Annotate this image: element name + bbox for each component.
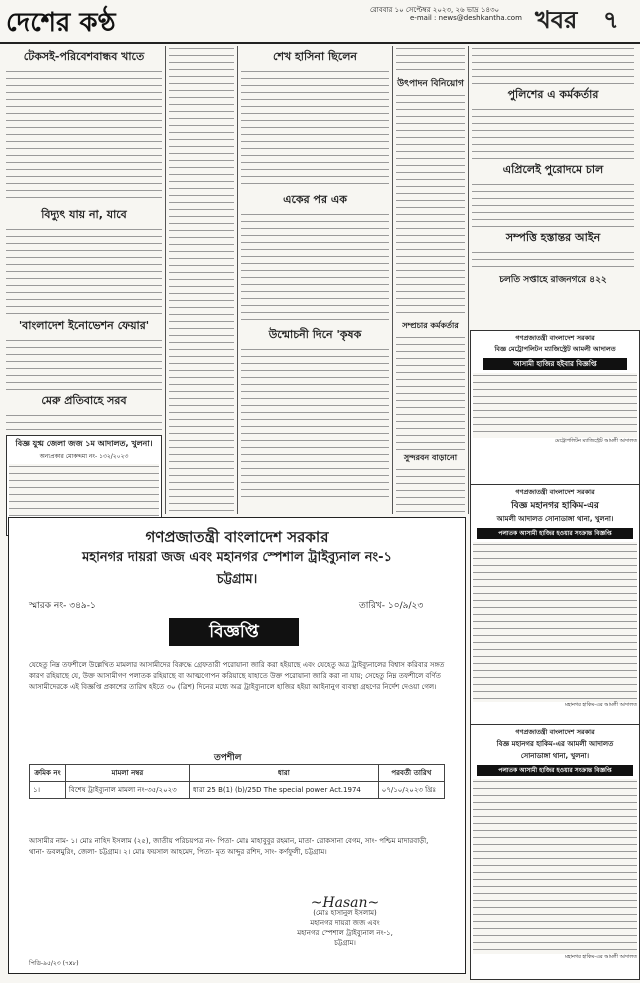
column-rule: [468, 46, 469, 514]
article-column-5: [472, 46, 634, 314]
issue-date: রোববার ১০ সেপ্টেম্বর ২০২৩, ২৬ ভাদ্র ১৪৩০: [370, 6, 500, 14]
ad-court-2: সোনাডাঙ্গা থানা, খুলনা।: [520, 752, 590, 760]
ad-body: [473, 542, 637, 702]
page-number: ৭: [603, 6, 619, 34]
article-column-1: [6, 46, 162, 514]
headline: মেরু প্রতিবাহে সরব: [41, 394, 127, 407]
article-body: [396, 467, 465, 512]
ad-sign: মেট্রোপলিটন ম্যাজিস্ট্রেট আমলী আদালত: [554, 438, 637, 444]
notice-memo: স্মারক নং- ৩৪৯-১: [29, 601, 96, 611]
table-cell: বিশেষ ট্রাইব্যুনাল মামলা নং-৩৫/২০২৩: [65, 782, 189, 799]
article-body: [472, 182, 634, 227]
table-header: ক্রমিক নং: [30, 765, 66, 782]
ad-gov: গণপ্রজাতন্ত্রী বাংলাদেশ সরকার: [515, 334, 595, 342]
table-header: পরবর্তী তারিখ: [378, 765, 444, 782]
table-cell: ১।: [30, 782, 66, 799]
column-rule: [165, 46, 166, 514]
table-header-row: [30, 765, 445, 782]
ad-court: বিজ্ঞ মেট্রোপলিটন ম্যাজিস্ট্রেট আমলী আদালত: [494, 345, 616, 353]
ad-gov: গণপ্রজাতন্ত্রী বাংলাদেশ সরকার: [515, 488, 595, 496]
table-header: ধারা: [189, 765, 378, 782]
ad-banner: আসামী হাজির হইবার বিজ্ঞপ্তি: [483, 358, 627, 370]
article-body: [6, 413, 162, 431]
headline: উৎপাদন বিনিয়োগ: [397, 79, 464, 89]
notice-gov: গণপ্রজাতন্ত্রী বাংলাদেশ সরকার: [145, 528, 329, 546]
section-title: খবর: [535, 6, 578, 34]
ad-body: [473, 779, 637, 954]
article-body: [241, 347, 389, 497]
signature-mark: ~Hasan~: [310, 895, 380, 911]
ad-body: [473, 373, 637, 438]
notice-court: মহানগর দায়রা জজ এবং মহানগর স্পেশাল ট্রাইব্যুনাল নং-১: [82, 550, 392, 565]
ad-banner: পলাতক আসামী হাজির হওয়ার সংক্রান্ত বিজ্ঞপ্তি: [477, 765, 633, 776]
article-body: [396, 93, 465, 318]
newspaper-logo: দেশের কণ্ঠ: [6, 8, 116, 38]
court-ad-3: [470, 724, 640, 980]
court-ad-1: [470, 330, 640, 486]
notice-schedule-title: তপশীল: [214, 753, 242, 763]
ad-sign: মহানগর হাকিম-এর আমলী আদালত: [565, 954, 637, 960]
column-rule: [392, 46, 393, 514]
ad-court: বিজ্ঞ মহানগর হাকিম-এর আমলী আদালত: [496, 740, 614, 748]
ad-court-2: আমলী আদালত সোনাডাঙ্গা থানা, খুলনা।: [496, 515, 614, 523]
article-body: [396, 335, 465, 450]
notice-table: [29, 764, 445, 799]
notice-footer: পিডি-৯৫/২৩ (৭x৮): [29, 960, 79, 967]
government-notice: [8, 517, 466, 974]
signer-title: মহানগর স্পেশাল ট্রাইব্যুনাল নং-১,: [297, 929, 393, 937]
headline: পুলিশের এ কর্মকর্তার: [507, 88, 599, 101]
article-body: [396, 46, 465, 74]
headline: 'বাংলাদেশ ইনোভেশন ফেয়ার': [18, 319, 150, 332]
table-header: মামলা নম্বর: [65, 765, 189, 782]
article-body: [472, 250, 634, 270]
headline: সম্প্রচার কর্মকর্তার: [402, 321, 459, 330]
signer-title: মহানগর দায়রা জজ এবং: [310, 919, 380, 927]
notice-body: যেহেতু নিম্ন তফশীলে উল্লেখিত মামলার আসামীদের বিরুদ্ধে গ্রেফতারী পরোয়ানা জারি করা হইয়াছে এবং যেহেতু অত্র ট্রাইব্যুনালের বিশ্বাস করিবার সঙ্গত কারণ রহিয়াছে যে, উক্ত আসামীগণ পলাতক রহিয়াছে বা আত্মগোপন করিয়াছে যাহাতে উক্ত পরোয়ানা জারি করা না যায়; সেহেতু নিম্ন তফশীলে বর্ণিত আসামীদেরকে এই বিজ্ঞপ্তি প্রকাশের তারিখ হইতে ৩০ (ত্রিশ) দিনের মধ্যে অত্র ট্রাইব্যুনালে হাজির হইয়া আইনানুগ ব্যবস্থা গ্রহণের নির্দেশ দেওয়া গেল।: [29, 661, 445, 691]
ad-case-number: অন্যপ্রকার মোকদ্দমা নং- ১৩২/২০২৩: [39, 453, 129, 460]
table-cell: ০৭/১০/২০২৩ খ্রিঃ: [378, 782, 444, 799]
headline: শেখ হাসিনা ছিলেন: [273, 50, 357, 63]
ad-banner: পলাতক আসামী হাজির হওয়ার সংক্রান্ত বিজ্ঞপ্তি: [477, 528, 633, 539]
article-column-3: [241, 46, 389, 514]
article-body: [472, 107, 634, 159]
article-body: [241, 69, 389, 189]
article-column-4: [396, 46, 465, 514]
ad-court: বিজ্ঞ মহানগর হাকিম-এর: [511, 501, 599, 511]
masthead: [0, 0, 640, 44]
ad-body: [9, 464, 159, 516]
headline: চলতি সপ্তাহে রাজনগরে ৪২২: [499, 275, 607, 285]
signer-name: (মোঃ হাসানুল ইসলাম): [313, 909, 377, 917]
ad-gov: গণপ্রজাতন্ত্রী বাংলাদেশ সরকার: [515, 728, 595, 736]
signer-title: চট্টগ্রাম।: [334, 939, 356, 947]
table-cell: ধারা 25 B(1) (b)/25D The special power Act.1974: [189, 782, 378, 799]
headline: সম্পত্তি হস্তান্তর আইন: [505, 231, 601, 244]
notice-accused: আসামীর নাম- ১। মোঃ নাহিদ ইসলাম (২৫), জাতীয় পরিচয়পত্র নং- পিতা- মোঃ মাহাবুবুর রহমান, মাতা- রোকসানা বেগম, সাং- পশ্চিম মাদারবাড়ী, থানা- ডবলমুরিং, জেলা- চট্টগ্রাম। ২। মোঃ ফয়সাল আহমেদ, পিতা- মৃত আব্দুর রশিদ, সাং- কর্ণফুলী, চট্টগ্রাম।: [29, 837, 429, 856]
notice-signature: [245, 895, 445, 948]
contact-email: e-mail : news@deshkantha.com: [410, 14, 522, 22]
notice-date: তারিখ- ১০/৯/২৩: [359, 601, 424, 611]
notice-city: চট্টগ্রাম।: [216, 572, 258, 587]
article-body: [6, 69, 162, 204]
headline: টেকসই-পরিবেশবান্ধব খাতে: [23, 50, 145, 63]
article-body: [6, 227, 162, 315]
court-ad-2: [470, 484, 640, 725]
headline: উন্মোচনী দিনে 'কৃষক: [268, 328, 362, 341]
article-body: [241, 212, 389, 324]
article-body: [6, 338, 162, 390]
table-row: [30, 782, 445, 799]
article-column-2: [169, 46, 234, 514]
headline: একের পর এক: [283, 193, 347, 206]
headline: সুন্দরবন বাড়ানো: [403, 453, 458, 462]
headline: এপ্রিলেই পুরোদমে চাল: [502, 163, 604, 176]
article-body: [472, 46, 634, 84]
column-rule: [237, 46, 238, 514]
notice-banner: বিজ্ঞপ্তি: [169, 618, 299, 646]
ad-sign: মহানগর হাকিম-এর আমলী আদালত: [565, 702, 637, 708]
ad-title: বিজ্ঞ যুগ্ম জেলা জজ ১ম আদালত, খুলনা।: [15, 439, 153, 448]
headline: বিদ্যুৎ যায় না, যাবে: [41, 208, 127, 221]
article-body: [169, 46, 234, 514]
